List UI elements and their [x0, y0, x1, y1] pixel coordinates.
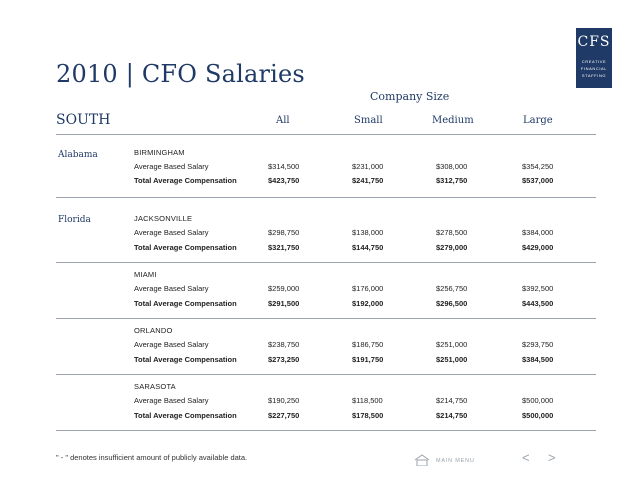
row-label-average-salary: Average Based Salary — [134, 396, 209, 405]
logo-line-2: FINANCIAL — [580, 66, 608, 71]
value-cell: $500,000 — [522, 411, 554, 420]
value-cell: $231,000 — [352, 162, 384, 171]
value-cell: $279,000 — [436, 243, 468, 252]
city-divider — [56, 318, 596, 319]
value-cell: $178,500 — [352, 411, 384, 420]
value-cell: $190,250 — [268, 396, 300, 405]
state-florida: Florida — [58, 215, 91, 225]
value-cell: $278,500 — [436, 228, 468, 237]
value-cell: $238,750 — [268, 340, 300, 349]
value-cell: $227,750 — [268, 411, 300, 420]
logo-line-3: STAFFING — [581, 73, 607, 78]
value-cell: $314,500 — [268, 162, 300, 171]
value-cell: $256,750 — [436, 284, 468, 293]
value-cell: $259,000 — [268, 284, 300, 293]
value-cell: $429,000 — [522, 243, 554, 252]
value-cell: $214,750 — [436, 396, 468, 405]
value-cell: $176,000 — [352, 284, 384, 293]
value-cell: $191,750 — [352, 355, 384, 364]
row-label-average-salary: Average Based Salary — [134, 340, 209, 349]
row-label-average-salary: Average Based Salary — [134, 228, 209, 237]
value-cell: $293,750 — [522, 340, 554, 349]
city-orlando: ORLANDO — [134, 326, 173, 335]
value-cell: $384,500 — [522, 355, 554, 364]
value-cell: $321,750 — [268, 243, 300, 252]
page-title: 2010 | CFO Salaries — [56, 60, 305, 88]
city-divider — [56, 374, 596, 375]
value-cell: $186,750 — [352, 340, 384, 349]
cfs-logo — [576, 28, 612, 88]
region-label: SOUTH — [56, 112, 111, 128]
value-cell: $291,500 — [268, 299, 300, 308]
value-cell: $354,250 — [522, 162, 554, 171]
city-divider — [56, 262, 596, 263]
next-arrow-icon[interactable]: > — [548, 450, 556, 465]
row-label-average-salary: Average Based Salary — [134, 284, 209, 293]
value-cell: $537,000 — [522, 176, 554, 185]
city-sarasota: SARASOTA — [134, 382, 176, 391]
column-header-large: Large — [523, 115, 553, 126]
column-header-all: All — [276, 115, 290, 126]
table-bottom-divider — [56, 430, 596, 431]
row-label-total-compensation: Total Average Compensation — [134, 176, 237, 185]
prev-arrow-icon[interactable]: < — [522, 450, 530, 465]
column-header-small: Small — [354, 115, 383, 126]
value-cell: $144,750 — [352, 243, 384, 252]
column-header-medium: Medium — [432, 115, 474, 126]
value-cell: $298,750 — [268, 228, 300, 237]
row-label-total-compensation: Total Average Compensation — [134, 355, 237, 364]
value-cell: $214,750 — [436, 411, 468, 420]
value-cell: $251,000 — [436, 355, 468, 364]
row-label-total-compensation: Total Average Compensation — [134, 411, 237, 420]
value-cell: $241,750 — [352, 176, 384, 185]
value-cell: $443,500 — [522, 299, 554, 308]
city-birmingham: BIRMINGHAM — [134, 148, 185, 157]
row-label-total-compensation: Total Average Compensation — [134, 243, 237, 252]
company-size-label: Company Size — [370, 90, 450, 103]
footnote: " - " denotes insufficient amount of publicly available data. — [56, 453, 248, 462]
city-miami: MIAMI — [134, 270, 157, 279]
value-cell: $118,500 — [352, 396, 383, 405]
header-divider — [56, 134, 596, 135]
row-label-total-compensation: Total Average Compensation — [134, 299, 237, 308]
value-cell: $192,000 — [352, 299, 384, 308]
value-cell: $312,750 — [436, 176, 468, 185]
main-menu-link[interactable]: MAIN MENU — [436, 458, 475, 464]
home-icon[interactable] — [414, 454, 430, 466]
value-cell: $392,500 — [522, 284, 554, 293]
row-label-average-salary: Average Based Salary — [134, 162, 209, 171]
value-cell: $423,750 — [268, 176, 300, 185]
value-cell: $384,000 — [522, 228, 554, 237]
value-cell: $308,000 — [436, 162, 468, 171]
value-cell: $251,000 — [436, 340, 468, 349]
value-cell: $296,500 — [436, 299, 468, 308]
value-cell: $138,000 — [352, 228, 384, 237]
state-alabama: Alabama — [58, 150, 98, 160]
city-jacksonville: JACKSONVILLE — [134, 214, 193, 223]
logo-letters: CFS — [577, 34, 611, 50]
value-cell: $273,250 — [268, 355, 300, 364]
state-divider — [56, 197, 596, 198]
value-cell: $500,000 — [522, 396, 554, 405]
logo-line-1: CREATIVE — [581, 59, 607, 64]
